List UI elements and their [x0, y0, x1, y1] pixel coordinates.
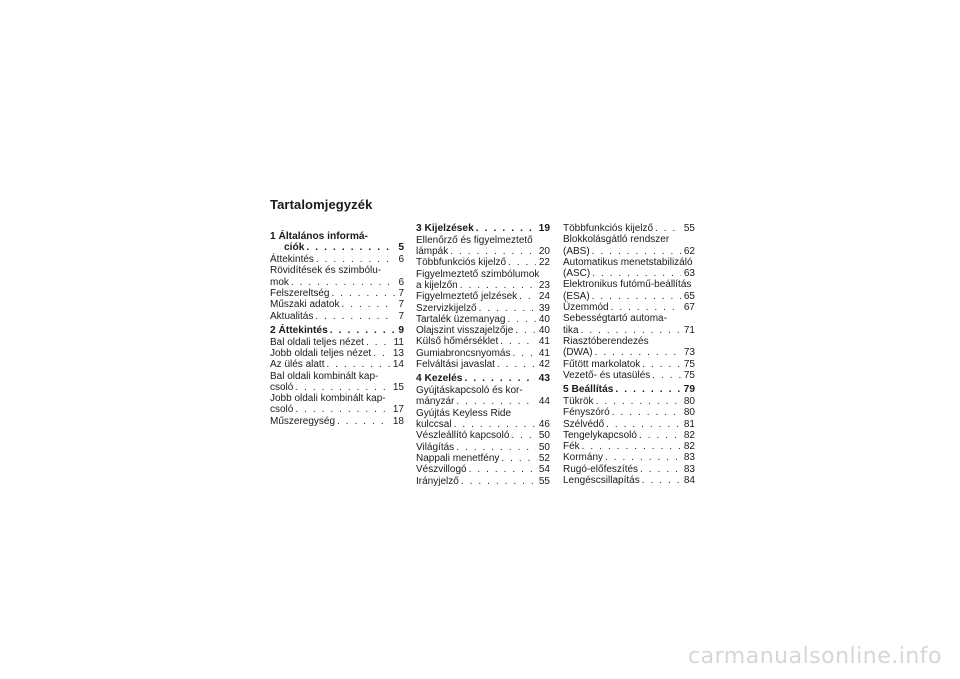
toc-chapter-entry[interactable] [270, 231, 404, 254]
toc-page-number: 22 [538, 257, 550, 269]
toc-page-number: 80 [683, 395, 695, 407]
toc-page-number: 55 [538, 475, 550, 487]
dot-leader [653, 223, 681, 234]
toc-page-number: 14 [392, 359, 404, 371]
toc-entry-text: Automatikus menetstabilizáló [563, 256, 693, 268]
toc-page-number: 84 [683, 475, 695, 487]
dot-leader [594, 396, 681, 407]
toc-entry[interactable] [416, 235, 550, 258]
toc-chapter-entry[interactable] [416, 373, 550, 384]
toc-page-number: 83 [683, 463, 695, 475]
toc-page-number: 7 [398, 310, 404, 322]
toc-entry-text: Fűtött markolatok [563, 358, 641, 370]
toc-entry[interactable] [563, 313, 695, 336]
toc-entry[interactable] [563, 452, 695, 463]
toc-entry[interactable] [563, 464, 695, 475]
toc-entry-text: Nappali menetfény [416, 452, 500, 464]
toc-entry-text: Áttekintés [270, 254, 314, 266]
toc-entry[interactable] [270, 371, 404, 394]
toc-entry-text: (DWA) [563, 347, 593, 359]
toc-page-number: 63 [683, 268, 695, 280]
dot-leader [339, 299, 395, 310]
toc-page-number: 44 [538, 396, 550, 408]
toc-page-number: 18 [392, 415, 404, 427]
toc-page-number: 5 [398, 242, 404, 254]
dot-leader [610, 407, 681, 418]
toc-entry-text: 3 Kijelzések [416, 223, 474, 234]
toc-entry[interactable] [416, 336, 550, 347]
toc-entry-text: Jobb oldali teljes nézet [270, 347, 372, 359]
toc-entry[interactable] [270, 254, 404, 265]
toc-entry[interactable] [416, 325, 550, 336]
dot-leader [613, 384, 680, 395]
toc-entry-text: Aktualitás [270, 310, 314, 322]
toc-page-number: 11 [393, 336, 404, 348]
dot-leader [640, 475, 681, 486]
toc-entry[interactable] [270, 311, 404, 322]
toc-page-number: 62 [683, 245, 695, 257]
toc-chapter-entry[interactable] [563, 384, 695, 395]
dot-leader [474, 223, 536, 234]
toc-entry-text: Fék [563, 441, 580, 453]
toc-entry-text: Szélvédő [563, 418, 605, 430]
toc-page-number: 43 [538, 373, 550, 385]
toc-column-2 [416, 223, 550, 487]
toc-entry-text: a kijelzőn [416, 279, 458, 291]
dot-leader [371, 348, 390, 359]
toc-entry-text: Vészvillogó [416, 464, 467, 476]
dot-leader [650, 370, 681, 381]
toc-entry-text: Többfunkciós kijelző [416, 257, 507, 269]
toc-chapter-entry[interactable] [270, 325, 404, 336]
toc-entry-text: Tükrök [563, 395, 594, 407]
toc-entry[interactable] [563, 223, 695, 234]
toc-page-number: 24 [538, 291, 550, 303]
toc-entry-text: Elektronikus futómű-beállítás [563, 279, 692, 291]
toc-entry-text: 5 Beállítás [563, 384, 614, 396]
toc-chapter-entry[interactable] [416, 223, 550, 234]
dot-leader [513, 325, 536, 336]
toc-page-number: 20 [538, 246, 550, 258]
toc-entry[interactable] [563, 475, 695, 486]
dot-leader [289, 277, 396, 288]
toc-entry[interactable] [270, 359, 404, 370]
toc-entry-text: lámpák [416, 246, 449, 258]
toc-page-number: 82 [683, 441, 695, 453]
dot-leader [506, 257, 536, 268]
toc-entry-text: kulccsal [416, 419, 452, 431]
toc-entry[interactable] [416, 453, 550, 464]
dot-leader [609, 302, 681, 313]
dot-leader [495, 359, 536, 370]
toc-entry-text: csoló [270, 381, 294, 393]
toc-entry-text: 1 Általános informá- [270, 231, 368, 242]
toc-entry[interactable] [416, 303, 550, 314]
toc-entry-text: 2 Áttekintés [270, 324, 328, 336]
toc-entry-text: Jobb oldali kombinált kap- [270, 393, 386, 405]
toc-page-number: 13 [392, 347, 404, 359]
toc-page-number: 75 [683, 358, 695, 370]
toc-entry[interactable] [563, 234, 695, 257]
dot-leader [477, 303, 536, 314]
toc-entry[interactable] [270, 299, 404, 310]
watermark: carmanualsonline.info [688, 644, 942, 669]
dot-leader [579, 325, 681, 336]
toc-entry-text: Felszereltség [270, 287, 330, 299]
toc-entry-text: Műszeregység [270, 415, 336, 427]
toc-entry-text: Többfunkciós kijelző [563, 223, 654, 234]
toc-entry-text: ciók [284, 242, 305, 254]
toc-entry-text: mányzár [416, 396, 455, 408]
toc-entry-text: Fényszóró [563, 407, 610, 419]
dot-leader [458, 280, 536, 291]
toc-entry-text: Sebességtartó automa- [563, 313, 667, 325]
toc-page-number: 50 [538, 441, 550, 453]
dot-leader [314, 254, 396, 265]
toc-page-number: 17 [392, 404, 404, 416]
toc-entry-text: Szervizkijelző [416, 302, 477, 314]
dot-leader [293, 382, 390, 393]
toc-page-number: 81 [683, 418, 695, 430]
toc-entry-text: Rugó-előfeszítés [563, 463, 639, 475]
toc-entry[interactable] [270, 265, 404, 288]
dot-leader [364, 337, 391, 348]
dot-leader [509, 430, 535, 441]
toc-entry-text: Figyelmeztető szimbólumok [416, 268, 540, 280]
toc-entry-text: Üzemmód [563, 302, 609, 314]
toc-entry[interactable] [563, 370, 695, 381]
toc-entry[interactable] [416, 359, 550, 370]
toc-page-number: 71 [683, 324, 695, 336]
toc-column-1 [270, 231, 404, 427]
toc-entry-text: Bal oldali teljes nézet [270, 336, 364, 348]
dot-leader [324, 359, 389, 370]
dot-leader [640, 359, 681, 370]
toc-entry-text: Kormány [563, 452, 604, 464]
toc-page-number: 40 [538, 313, 550, 325]
dot-leader [510, 348, 535, 359]
dot-leader [462, 373, 535, 384]
toc-entry-text: Tartalék üzemanyag [416, 313, 506, 325]
toc-entry-text: Vezető- és utasülés [563, 369, 651, 381]
toc-entry[interactable] [270, 348, 404, 359]
toc-entry[interactable] [563, 407, 695, 418]
toc-entry-text: Gumiabroncsnyomás [416, 347, 511, 359]
dot-leader [454, 442, 536, 453]
toc-entry-text: Gyújtás Keyless Ride [416, 407, 512, 419]
dot-leader [604, 419, 681, 430]
toc-entry[interactable] [416, 269, 550, 292]
dot-leader [304, 242, 395, 253]
toc-entry-text: csoló [270, 404, 294, 416]
toc-entry-text: Világítás [416, 441, 455, 453]
toc-page-number: 6 [398, 276, 404, 288]
toc-page-number: 41 [538, 336, 550, 348]
toc-page-number: 42 [538, 359, 550, 371]
toc-entry[interactable] [563, 396, 695, 407]
toc-entry[interactable] [563, 302, 695, 313]
dot-leader [499, 453, 535, 464]
toc-page-number: 15 [392, 381, 404, 393]
dot-leader [593, 347, 681, 358]
toc-entry-text: Figyelmeztető jelzések [416, 291, 518, 303]
toc-entry-text: Tengelykapcsoló [563, 429, 637, 441]
toc-entry-text: Ellenőrző és figyelmeztető [416, 234, 533, 246]
toc-entry-text: Külső hőmérséklet [416, 336, 499, 348]
toc-page-number: 52 [538, 452, 550, 464]
toc-entry[interactable] [563, 419, 695, 430]
dot-leader [293, 404, 390, 415]
toc-entry-text: Bal oldali kombinált kap- [270, 370, 379, 382]
dot-leader [498, 336, 536, 347]
toc-entry[interactable] [416, 430, 550, 441]
dot-leader [459, 476, 536, 487]
toc-page-number: 19 [538, 223, 550, 234]
dot-leader [329, 288, 395, 299]
toc-entry[interactable] [416, 476, 550, 487]
toc-page-number: 39 [538, 302, 550, 314]
dot-leader [638, 464, 681, 475]
dot-leader [590, 268, 681, 279]
toc-page-number: 40 [538, 325, 550, 337]
toc-entry[interactable] [416, 314, 550, 325]
toc-entry-text: tika [563, 324, 579, 336]
toc-entry-text: Riasztóberendezés [563, 335, 649, 347]
toc-page-number: 83 [683, 452, 695, 464]
dot-leader [517, 291, 536, 302]
toc-entry[interactable] [416, 348, 550, 359]
toc-entry[interactable] [270, 337, 404, 348]
dot-leader [590, 291, 681, 302]
toc-page-number: 7 [398, 287, 404, 299]
toc-entry-text: Olajszint visszajelzője [416, 325, 514, 337]
toc-page-number: 73 [683, 347, 695, 359]
toc-page-number: 54 [538, 464, 550, 476]
toc-entry-text: Gyújtáskapcsoló és kor- [416, 385, 523, 397]
toc-entry-text: (ABS) [563, 245, 590, 257]
toc-page-number: 80 [683, 407, 695, 419]
toc-entry[interactable] [563, 359, 695, 370]
toc-entry[interactable] [563, 279, 695, 302]
toc-page-number: 7 [398, 299, 404, 311]
dot-leader [335, 416, 390, 427]
dot-leader [313, 311, 395, 322]
toc-page-number: 67 [683, 302, 695, 314]
toc-entry[interactable] [270, 393, 404, 416]
dot-leader [452, 419, 536, 430]
toc-column-3 [563, 223, 695, 486]
toc-entry[interactable] [416, 464, 550, 475]
toc-page-number: 65 [683, 290, 695, 302]
dot-leader [580, 441, 681, 452]
toc-entry-text: Lengéscsillapítás [563, 475, 640, 487]
toc-entry-text: Irányjelző [416, 475, 459, 487]
page-title: Tartalomjegyzék [270, 197, 373, 212]
dot-leader [454, 396, 536, 407]
toc-page-number: 55 [683, 223, 695, 234]
toc-entry-text: mok [270, 276, 289, 288]
toc-page-number: 9 [398, 324, 404, 336]
toc-page-number: 41 [538, 347, 550, 359]
toc-entry-text: Vészleállító kapcsoló [416, 430, 510, 442]
toc-page-number: 50 [538, 430, 550, 442]
toc-page-number: 75 [683, 369, 695, 381]
toc-entry[interactable] [563, 430, 695, 441]
toc-entry-text: Műszaki adatok [270, 299, 340, 311]
toc-entry[interactable] [416, 408, 550, 431]
toc-entry[interactable] [416, 385, 550, 408]
toc-entry[interactable] [563, 441, 695, 452]
toc-entry-text: (ESA) [563, 290, 590, 302]
toc-entry-text: Blokkolásgátló rendszer [563, 234, 670, 246]
toc-entry-text: Az ülés alatt [270, 359, 325, 371]
toc-entry[interactable] [416, 257, 550, 268]
toc-page-number: 6 [398, 254, 404, 266]
toc-page-number: 23 [538, 279, 550, 291]
toc-page-number: 82 [683, 429, 695, 441]
dot-leader [637, 430, 681, 441]
dot-leader [467, 464, 536, 475]
toc-entry[interactable] [563, 257, 695, 280]
toc-entry-text: 4 Kezelés [416, 373, 463, 385]
dot-leader [328, 325, 396, 336]
toc-entry[interactable] [270, 416, 404, 427]
toc-entry[interactable] [563, 336, 695, 359]
toc-page-number: 79 [683, 384, 695, 396]
toc-entry-text: (ASC) [563, 268, 591, 280]
dot-leader [590, 246, 681, 257]
toc-entry-text: Felváltási javaslat [416, 359, 495, 371]
dot-leader [448, 246, 536, 257]
dot-leader [603, 452, 681, 463]
toc-entry[interactable] [270, 288, 404, 299]
toc-page-number: 46 [538, 419, 550, 431]
toc-entry-text: Rövidítések és szimbólu- [270, 265, 382, 277]
toc-entry[interactable] [416, 442, 550, 453]
toc-entry[interactable] [416, 291, 550, 302]
dot-leader [506, 314, 536, 325]
